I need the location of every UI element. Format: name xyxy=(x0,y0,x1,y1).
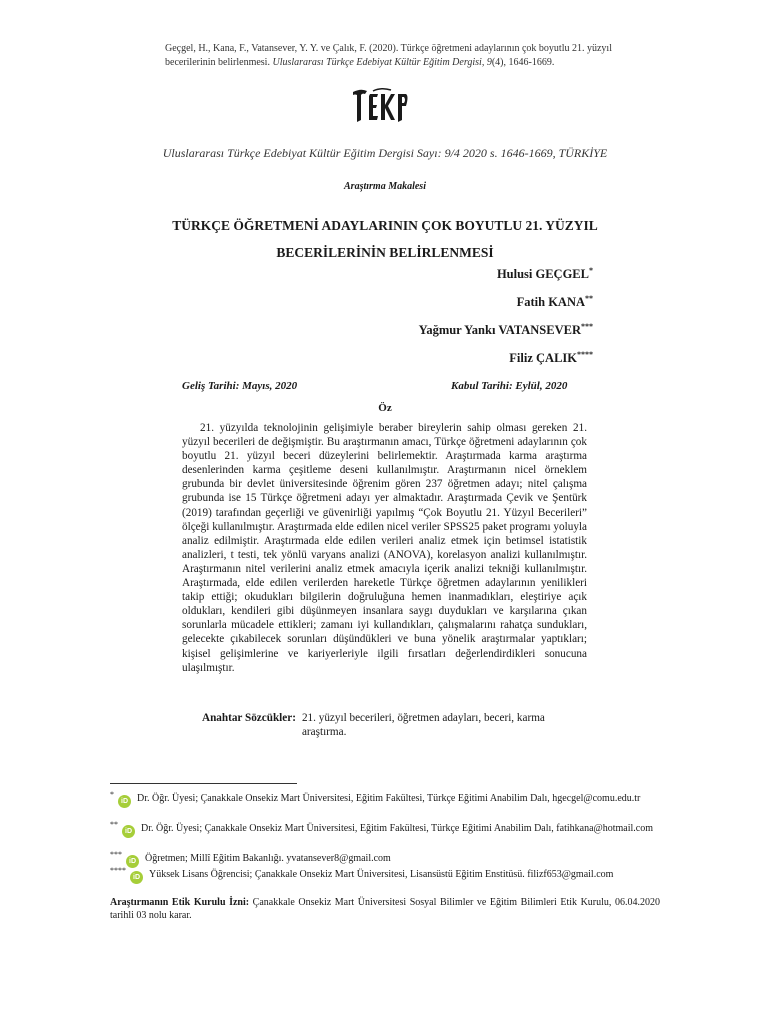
citation-header xyxy=(165,42,625,70)
orcid-icon[interactable]: iD xyxy=(118,795,131,808)
received-date: Geliş Tarihi: Mayıs, 2020 xyxy=(182,380,298,392)
footnote-2: **iD Dr. Öğr. Üyesi; Çanakkale Onsekiz Mart Üniversitesi, Eğitim Fakültesi, Türkçe Eğitimi Anabilim Dalı, fatihkana@hotmail.com xyxy=(110,822,660,838)
accepted-date: Kabul Tarihi: Eylül, 2020 xyxy=(451,380,568,392)
keywords-label: Anahtar Sözcükler: xyxy=(202,712,296,724)
abstract-heading: Öz xyxy=(378,402,392,414)
ethics-text: Çanakkale Onsekiz Mart Üniversitesi Sosyal Bilimler ve Eğitim Bilimleri Etik Kurulu, 06.04.2020 tarihli 03 nolu karar. xyxy=(110,897,660,921)
footnote-3: ***iD Öğretmen; Millî Eğitim Bakanlığı. yvatansever8@gmail.com xyxy=(110,852,660,868)
author-2: Fatih KANA** xyxy=(516,293,593,309)
citation-text: Geçgel, H., Kana, F., Vatansever, Y. Y. ve Çalık, F. (2020). Türkçe öğretmeni adaylarının çok boyutlu 21. yüzyıl becerilerinin belirlenmesi. xyxy=(165,43,612,68)
title-line-2: BECERİLERİNİN BELİRLENMESİ xyxy=(276,245,494,260)
orcid-icon[interactable]: iD xyxy=(126,855,139,868)
orcid-icon[interactable]: iD xyxy=(130,871,143,884)
author-3: Yağmur Yankı VATANSEVER*** xyxy=(418,321,593,337)
author-4: Filiz ÇALIK**** xyxy=(509,349,593,365)
journal-logo xyxy=(351,86,411,126)
footnote-4: ****iD Yüksek Lisans Öğrencisi; Çanakkale Onsekiz Mart Üniversitesi, Lisansüstü Eğitim Enstitüsü. filizf653@gmail.com xyxy=(110,868,660,884)
footnote-1: *iD Dr. Öğr. Üyesi; Çanakkale Onsekiz Mart Üniversitesi, Eğitim Fakültesi, Türkçe Eğitimi Anabilim Dalı, hgecgel@comu.edu.tr xyxy=(110,792,660,808)
abstract-text: 21. yüzyılda teknolojinin gelişimiyle beraber bireylerin sahip olması gereken 21. yüzyıl becerileri de değişmiştir. Bu araştırmanın amacı, Türkçe öğretmeni adaylarının çok boyutlu 21. yüzyıl beceri düzeylerini belirlemektir. Araştırmada karma araştırma desenlerinden karma çeşitleme deseni kullanılmıştır. Araştırmanın nicel örneklem grubunda bir devlet üniversitesinde öğrenim gören 237 öğretmen adayı; nitel çalışma grubunda ise 15 Türkçe öğretmeni adayı yer almaktadır. Araştırmada Çevik ve Şentürk (2019) tarafından geçerliği ve güvenirliği yapılmış “Çok Boyutlu 21. Yüzyıl Becerileri” ölçeği kullanılmıştır. Araştırmada elde edilen nicel veriler SPSS25 paket programı yoluyla analiz edilmiştir. Araştırmada elde edilen verileri analiz etmek için betimsel istatistik analizleri, t testi, tek yönlü varyans analizi (ANOVA), korelasyon analizi kullanılmıştır. Araştırmanın nitel verilerini analiz etmek amacıyla içerik analizi tekniği kullanılmıştır. Araştırmada, elde edilen verilerden hareketle Türkçe öğretmen adaylarının yenilikleri takip ettiği; okudukları bilgilerin doğruluğuna hemen inanmadıkları, eleştiriye açık oldukları, kendileri gibi düşünmeyen insanlara saygı duydukları ve karşılarına çıkan sorunlarla mücadele ettikleri; zamanı iyi kullandıkları, çalışmalarını rahatça sundukları, gelecekte çıkabilecek sorunları düşündükleri ve buna yönelik araştırmalar yaptıkları; kişisel gelişimlerine ve kariyerleriyle ilgili fırsatları değerlendirdikleri sonucuna ulaşılmıştır. xyxy=(182,422,587,674)
citation-issue: (4), 1646-1669. xyxy=(491,57,555,68)
footnote-divider xyxy=(110,783,297,784)
article-type: Araştırma Makalesi xyxy=(344,181,426,192)
keywords xyxy=(202,711,592,739)
orcid-icon[interactable]: iD xyxy=(122,825,135,838)
ethics-label: Araştırmanın Etik Kurulu İzni: xyxy=(110,897,250,908)
article-title xyxy=(90,212,680,266)
journal-info-line: Uluslararası Türkçe Edebiyat Kültür Eğitim Dergisi Sayı: 9/4 2020 s. 1646-1669, TÜRKİYE xyxy=(162,146,608,160)
keywords-value: 21. yüzyıl becerileri, öğretmen adayları, beceri, karma araştırma. xyxy=(301,712,545,738)
citation-journal: Uluslararası Türkçe Edebiyat Kültür Eğitim Dergisi, 9 xyxy=(272,57,492,68)
ethics-note xyxy=(110,896,660,922)
title-line-1: TÜRKÇE ÖĞRETMENİ ADAYLARININ ÇOK BOYUTLU 21. YÜZYIL xyxy=(172,218,598,233)
author-1: Hulusi GEÇGEL* xyxy=(496,265,593,281)
